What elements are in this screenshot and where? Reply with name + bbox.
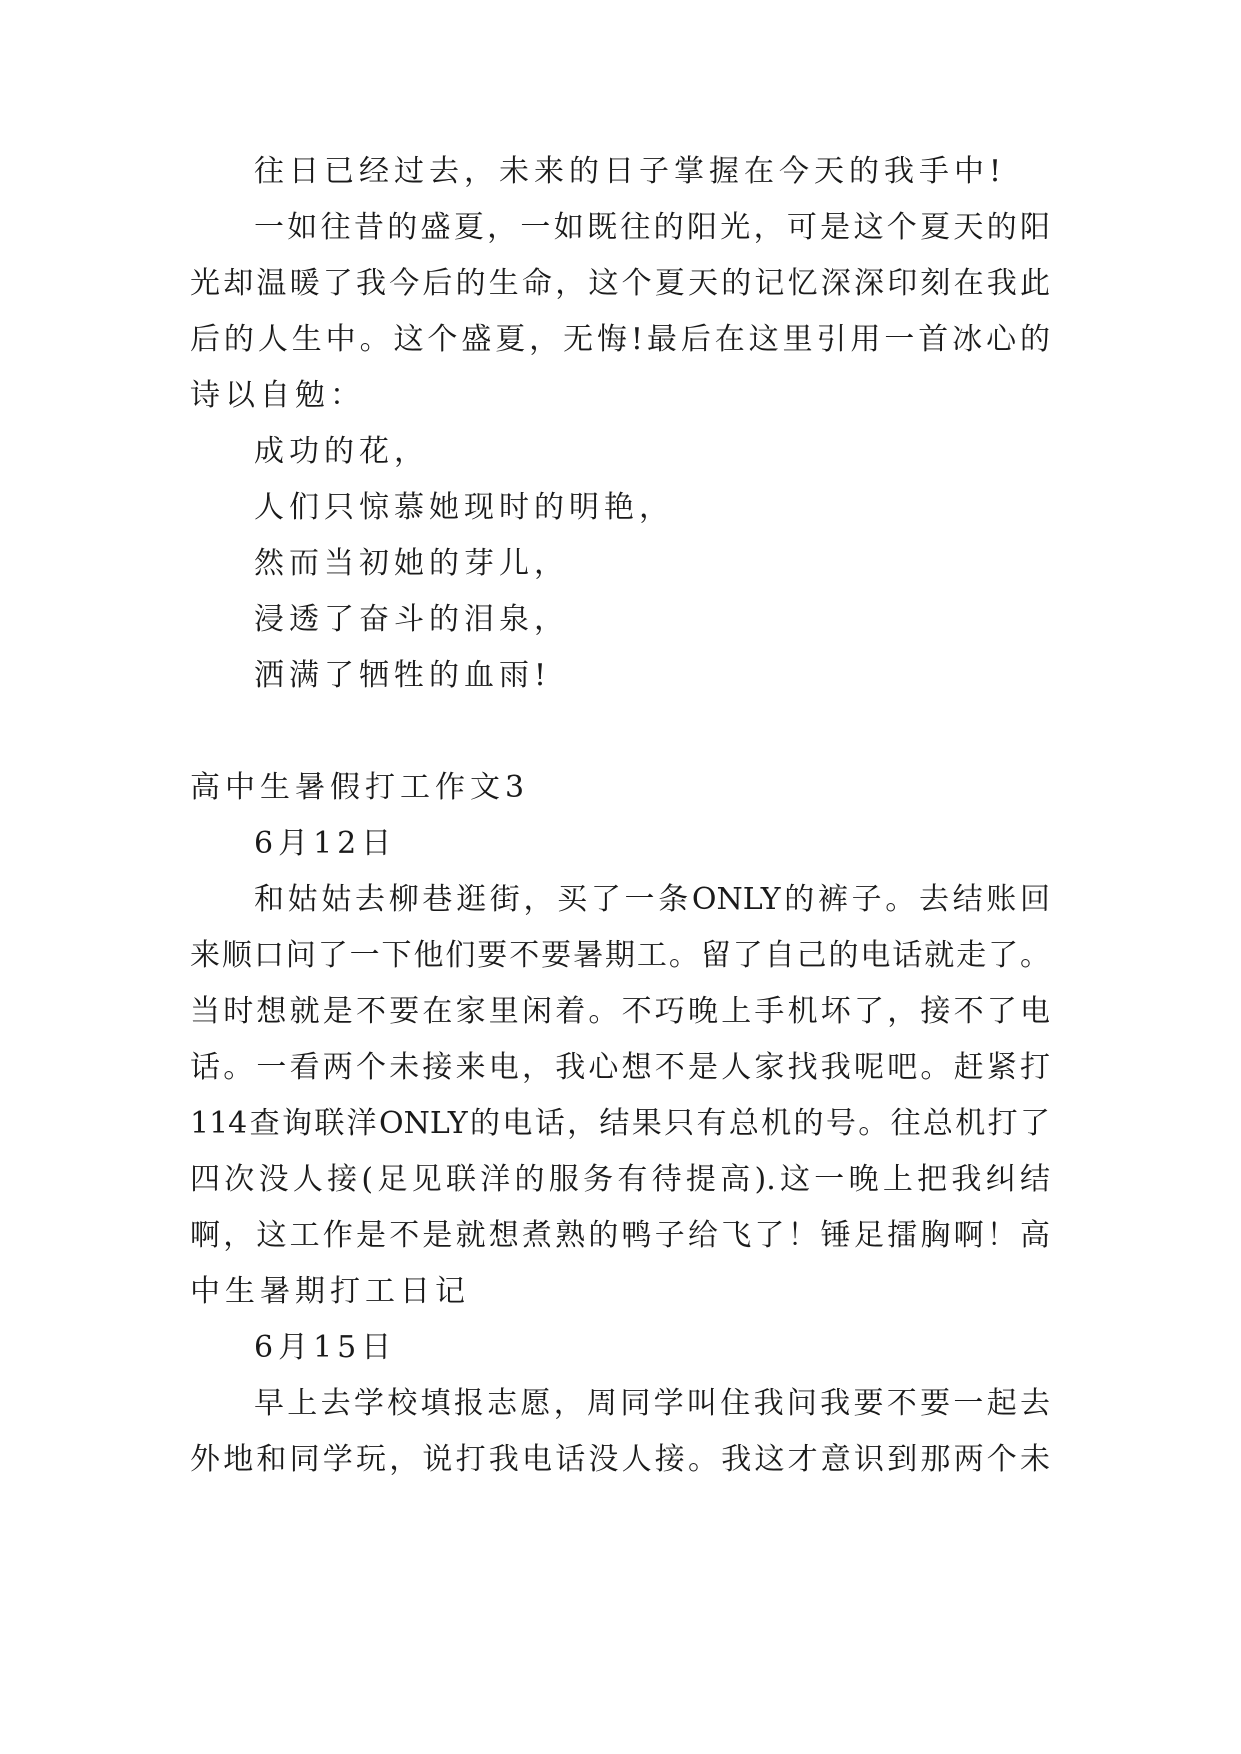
- paragraph-line: 来顺口问了一下他们要不要暑期工。留了自己的电话就走了。: [190, 938, 1050, 973]
- paragraph-line: 当时想就是不要在家里闲着。不巧晚上手机坏了，接不了电: [190, 994, 1050, 1029]
- poem-line: 洒满了牺牲的血雨!: [254, 658, 552, 693]
- paragraph-line: 114查询联洋ONLY的电话，结果只有总机的号。往总机打了: [190, 1106, 1050, 1141]
- document-page: [190, 0, 1050, 1754]
- section-heading: 高中生暑假打工作文3: [190, 770, 530, 805]
- paragraph-line: 诗以自勉：: [190, 378, 365, 413]
- poem-line: 成功的花，: [254, 434, 429, 469]
- paragraph-line: 光却温暖了我今后的生命，这个夏天的记忆深深印刻在我此: [190, 266, 1050, 301]
- paragraph-line: 外地和同学玩，说打我电话没人接。我这才意识到那两个未: [190, 1442, 1050, 1477]
- poem-line: 浸透了奋斗的泪泉，: [254, 602, 569, 637]
- diary-date: 6月12日: [254, 826, 397, 861]
- paragraph-line: 后的人生中。这个盛夏，无悔!最后在这里引用一首冰心的: [190, 322, 1050, 357]
- poem-line: 人们只惊慕她现时的明艳，: [254, 490, 674, 525]
- poem-line: 然而当初她的芽儿，: [254, 546, 569, 581]
- paragraph-line: 啊，这工作是不是就想煮熟的鸭子给飞了！锤足擂胸啊！高: [190, 1218, 1050, 1253]
- paragraph-line: 中生暑期打工日记: [190, 1274, 470, 1309]
- paragraph-line: 一如往昔的盛夏，一如既往的阳光，可是这个夏天的阳: [254, 210, 1050, 245]
- paragraph-line: 早上去学校填报志愿，周同学叫住我问我要不要一起去: [254, 1386, 1050, 1421]
- diary-date: 6月15日: [254, 1330, 397, 1365]
- paragraph-line: 话。一看两个未接来电，我心想不是人家找我呢吧。赶紧打: [190, 1050, 1050, 1085]
- paragraph-line: 往日已经过去，未来的日子掌握在今天的我手中!: [254, 154, 1007, 189]
- paragraph-line: 四次没人接(足见联洋的服务有待提高).这一晚上把我纠结: [190, 1162, 1050, 1197]
- paragraph-line: 和姑姑去柳巷逛街，买了一条ONLY的裤子。去结账回: [254, 882, 1050, 917]
